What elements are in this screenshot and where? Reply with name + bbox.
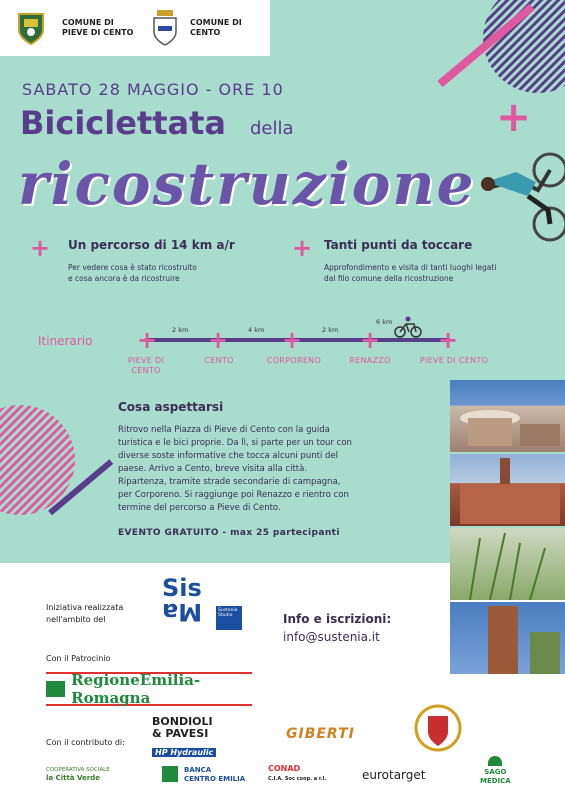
itinerary-label: Itinerario xyxy=(38,334,93,348)
feature-1-desc: Per vedere cosa è stato ricostruito e cosa ancora è da ricostruire xyxy=(68,263,197,283)
event-title-bold: Biciclettata xyxy=(20,104,227,142)
sago-logo: SAGO MEDICA xyxy=(480,756,511,786)
stop-corporeno: CORPORENO xyxy=(266,356,322,365)
stop-marker-2: + xyxy=(208,326,229,354)
stop-renazzo: RENAZZO xyxy=(349,356,391,365)
cento-label: COMUNE DI CENTO xyxy=(190,18,242,37)
giberti-logo: GIBERTI xyxy=(286,726,355,742)
free-event-note: EVENTO GRATUITO - max 25 partecipanti xyxy=(118,528,340,538)
banca-logo: BANCA CENTRO EMILIA xyxy=(162,766,245,784)
plus-icon-top-right: + xyxy=(496,92,532,141)
eurotarget-logo: eurotarget xyxy=(362,768,426,782)
stop-pieve-di-cento-end: PIEVE DI CENTO xyxy=(419,356,489,365)
expect-body: Ritrovo nella Piazza di Pieve di Cento con la guida turistica e le bici proprie. Da lì, si parte per un tour con diverse soste informative che tocca alcuni punti del paese. Arrivo a Cento, breve visita alla città. Ripartenza, tramite strade secondarie di campagna, per Corporeno. Si raggiunge poi Renazzo e rientro con termine del percorso a Pieve di Cento. xyxy=(118,425,352,513)
event-title-small: della xyxy=(250,118,294,139)
stop-marker-4: + xyxy=(360,326,381,354)
coop-logo: COOPERATIVA SOCIALE la Città Verde xyxy=(46,767,110,782)
patrocinio-label: Con il Patrocinio xyxy=(46,654,111,663)
info-email[interactable]: info@sustenia.it xyxy=(283,630,380,644)
crest-logo-icon xyxy=(412,700,464,756)
contrib-label: Con il contributo di: xyxy=(46,738,125,747)
photo-tower xyxy=(450,602,565,674)
stop-cento: CENTO xyxy=(204,356,234,365)
stop-pieve-di-cento-start: PIEVE DI CENTO xyxy=(127,356,165,375)
plus-icon-feature-2: + xyxy=(292,234,313,262)
cyclist-icon xyxy=(478,150,565,242)
distance-1: 2 km xyxy=(172,326,189,334)
feature-1-title: Un percorso di 14 km a/r xyxy=(68,238,235,252)
feature-2-desc: Approfondimento e visita di tanti luoghi legati dal filo comune della ricostruzione xyxy=(324,263,497,283)
bike-icon xyxy=(394,316,422,338)
distance-2: 4 km xyxy=(248,326,265,334)
info-label: Info e iscrizioni: xyxy=(283,612,392,626)
distance-4: 6 km xyxy=(376,318,393,326)
initiative-text: Iniziativa realizzata nell'ambito del xyxy=(46,603,124,624)
striped-circle-left-icon xyxy=(0,400,80,520)
expect-heading: Cosa aspettarsi xyxy=(118,400,224,414)
bondioli-logo: BONDIOLI & PAVESI HP Hydraulic xyxy=(152,716,254,754)
sisma-logo: Sis Ma Sustenia Studio xyxy=(162,576,248,634)
cento-coat-of-arms-icon xyxy=(150,8,180,48)
feature-2-title: Tanti punti da toccare xyxy=(324,238,473,252)
region-flag-icon xyxy=(46,681,65,697)
photo-building-1 xyxy=(450,380,565,452)
event-title-big: ricostruzione xyxy=(18,150,476,218)
stop-marker-1: + xyxy=(137,326,158,354)
pieve-label: COMUNE DI PIEVE DI CENTO xyxy=(62,18,134,37)
distance-3: 2 km xyxy=(322,326,339,334)
photo-plants xyxy=(450,528,565,600)
region-logo: RegioneEmilia-Romagna xyxy=(46,672,252,706)
stop-marker-5: + xyxy=(438,326,459,354)
event-date: SABATO 28 MAGGIO - ORE 10 xyxy=(22,80,284,99)
photo-town-square xyxy=(450,454,565,526)
pieve-coat-of-arms-icon xyxy=(16,10,46,46)
conad-logo: CONAD C.I.A. Soc coop. a r.l. xyxy=(268,764,327,782)
stop-marker-3: + xyxy=(282,326,303,354)
plus-icon-feature-1: + xyxy=(30,234,51,262)
